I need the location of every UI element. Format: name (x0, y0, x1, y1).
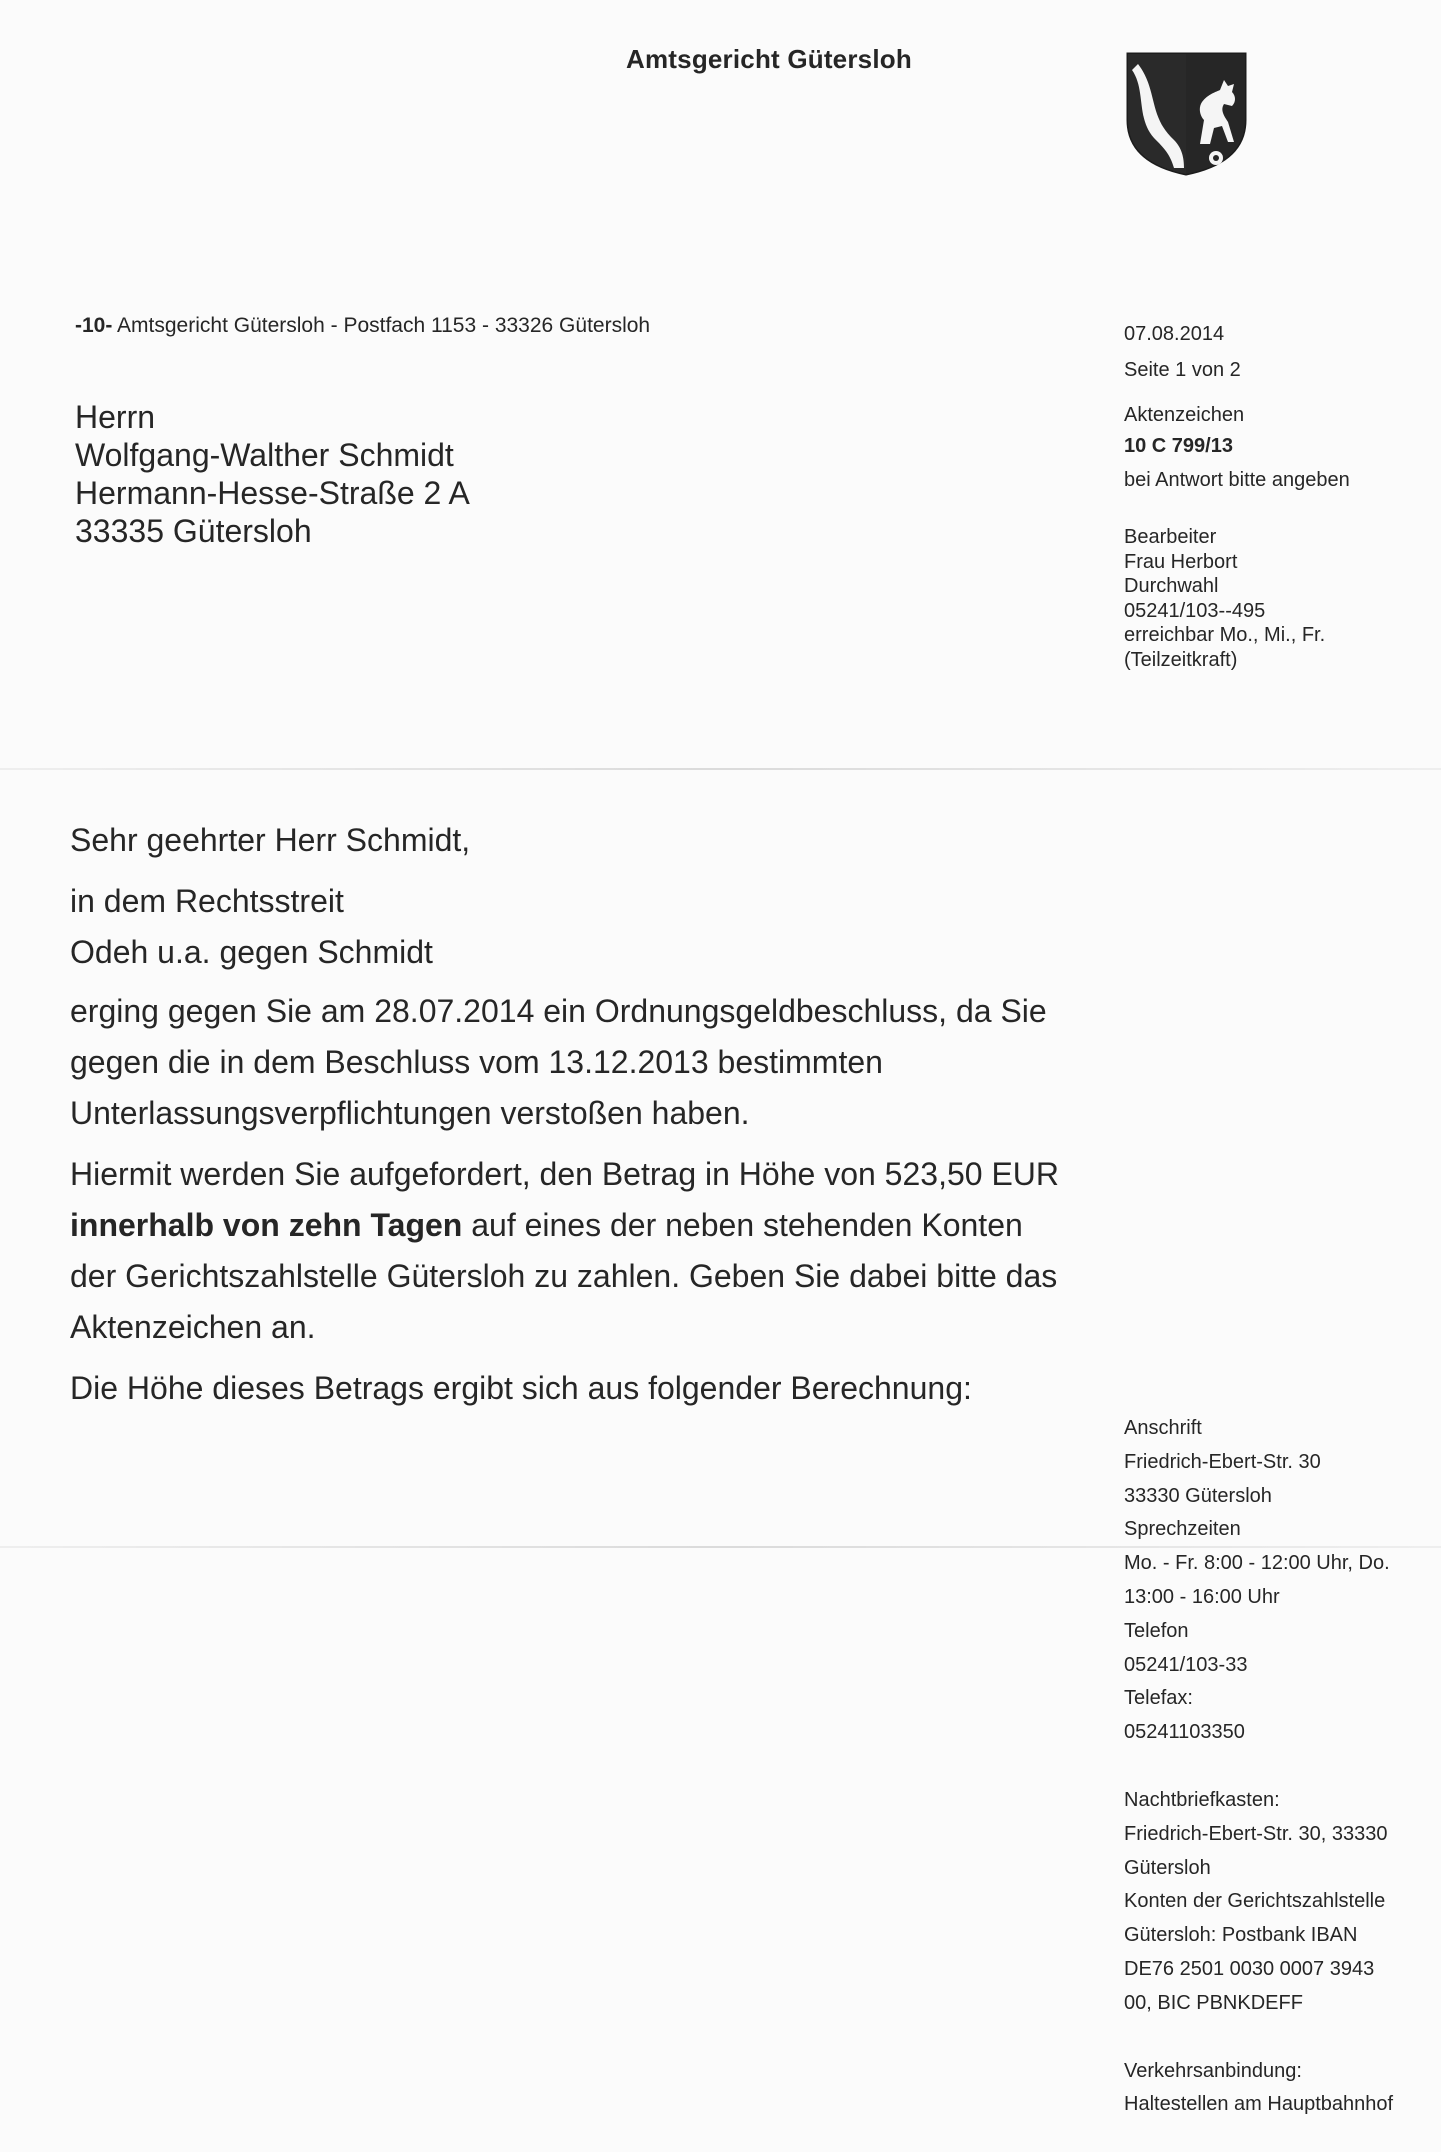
office-hours-line: Mo. - Fr. 8:00 - 12:00 Uhr, Do. (1124, 1552, 1390, 1575)
court-name: Amtsgericht Gütersloh (626, 44, 912, 74)
extension-number: 05241/103--495 (1124, 599, 1266, 622)
calculation-intro: Die Höhe dieses Betrags ergibt sich aus folgender Berechnung: (70, 1370, 972, 1406)
letter-body (70, 815, 1059, 1414)
paragraph-line: Hiermit werden Sie aufgefordert, den Betrag in Höhe von 523,50 EUR (70, 1156, 1059, 1192)
clerk-name: Frau Herbort (1124, 550, 1238, 573)
transport-label: Verkehrsanbindung: (1124, 2059, 1302, 2082)
accounts-line: Konten der Gerichtszahlstelle (1124, 1890, 1386, 1913)
night-box-address: Friedrich-Ebert-Str. 30, 33330 (1124, 1822, 1388, 1845)
letter-date: 07.08.2014 (1124, 323, 1225, 345)
paper-fold-line (0, 768, 1441, 770)
letter-meta (1124, 322, 1350, 672)
accounts-line: Gütersloh: Postbank IBAN (1124, 1924, 1358, 1947)
recipient-salutation: Herrn (75, 399, 156, 435)
clerk-label: Bearbeiter (1124, 526, 1217, 548)
sender-code: -10- (75, 314, 113, 337)
part-time-note: (Teilzeitkraft) (1124, 648, 1238, 671)
sender-return-line (75, 314, 650, 338)
recipient-city: 33335 Gütersloh (75, 513, 312, 549)
file-number-note: bei Antwort bitte angeben (1124, 469, 1350, 491)
file-number-label: Aktenzeichen (1124, 404, 1245, 426)
deadline-emphasis: innerhalb von zehn Tagen (70, 1207, 463, 1243)
court-contact-info (1124, 1412, 1393, 2122)
file-number: 10 C 799/13 (1124, 435, 1233, 457)
court-city: 33330 Gütersloh (1124, 1484, 1272, 1507)
recipient-name: Wolfgang-Walther Schmidt (75, 437, 454, 473)
deadline-rest: auf eines der neben stehenden Konten (462, 1207, 1023, 1243)
paragraph-line: gegen die in dem Beschluss vom 13.12.2013 bestimmten (70, 1044, 883, 1080)
office-hours-label: Sprechzeiten (1124, 1518, 1241, 1541)
greeting: Sehr geehrter Herr Schmidt, (70, 822, 471, 858)
paragraph-line: der Gerichtszahlstelle Gütersloh zu zahlen. Geben Sie dabei bitte das (70, 1258, 1058, 1294)
paragraph-line: erging gegen Sie am 28.07.2014 ein Ordnungsgeldbeschluss, da Sie (70, 993, 1047, 1029)
sender-address: Amtsgericht Gütersloh - Postfach 1153 - 33326 Gütersloh (117, 314, 651, 337)
phone-number: 05241/103-33 (1124, 1653, 1248, 1676)
page-number: Seite 1 von 2 (1124, 359, 1241, 381)
availability: erreichbar Mo., Mi., Fr. (1124, 624, 1326, 646)
accounts-line: DE76 2501 0030 0007 3943 (1124, 1957, 1375, 1980)
nrw-coat-of-arms-icon (1124, 50, 1249, 178)
extension-label: Durchwahl (1124, 575, 1219, 597)
case-parties: Odeh u.a. gegen Schmidt (70, 934, 433, 970)
accounts-line: 00, BIC PBNKDEFF (1124, 1991, 1303, 2014)
night-box-address: Gütersloh (1124, 1856, 1211, 1879)
case-intro: in dem Rechtsstreit (70, 883, 344, 919)
fax-number: 05241103350 (1124, 1721, 1245, 1744)
paragraph-line: Unterlassungsverpflichtungen verstoßen haben. (70, 1095, 750, 1131)
night-box-label: Nachtbriefkasten: (1124, 1788, 1280, 1811)
recipient-street: Hermann-Hesse-Straße 2 A (75, 475, 470, 511)
recipient-address (75, 398, 470, 550)
fax-label: Telefax: (1124, 1687, 1193, 1710)
office-hours-line: 13:00 - 16:00 Uhr (1124, 1585, 1280, 1608)
paragraph-line: Aktenzeichen an. (70, 1309, 316, 1345)
address-label: Anschrift (1124, 1417, 1202, 1439)
deadline-line (70, 1200, 1059, 1251)
phone-label: Telefon (1124, 1619, 1189, 1642)
transport-value: Haltestellen am Hauptbahnhof (1124, 2093, 1394, 2116)
court-street: Friedrich-Ebert-Str. 30 (1124, 1450, 1321, 1473)
